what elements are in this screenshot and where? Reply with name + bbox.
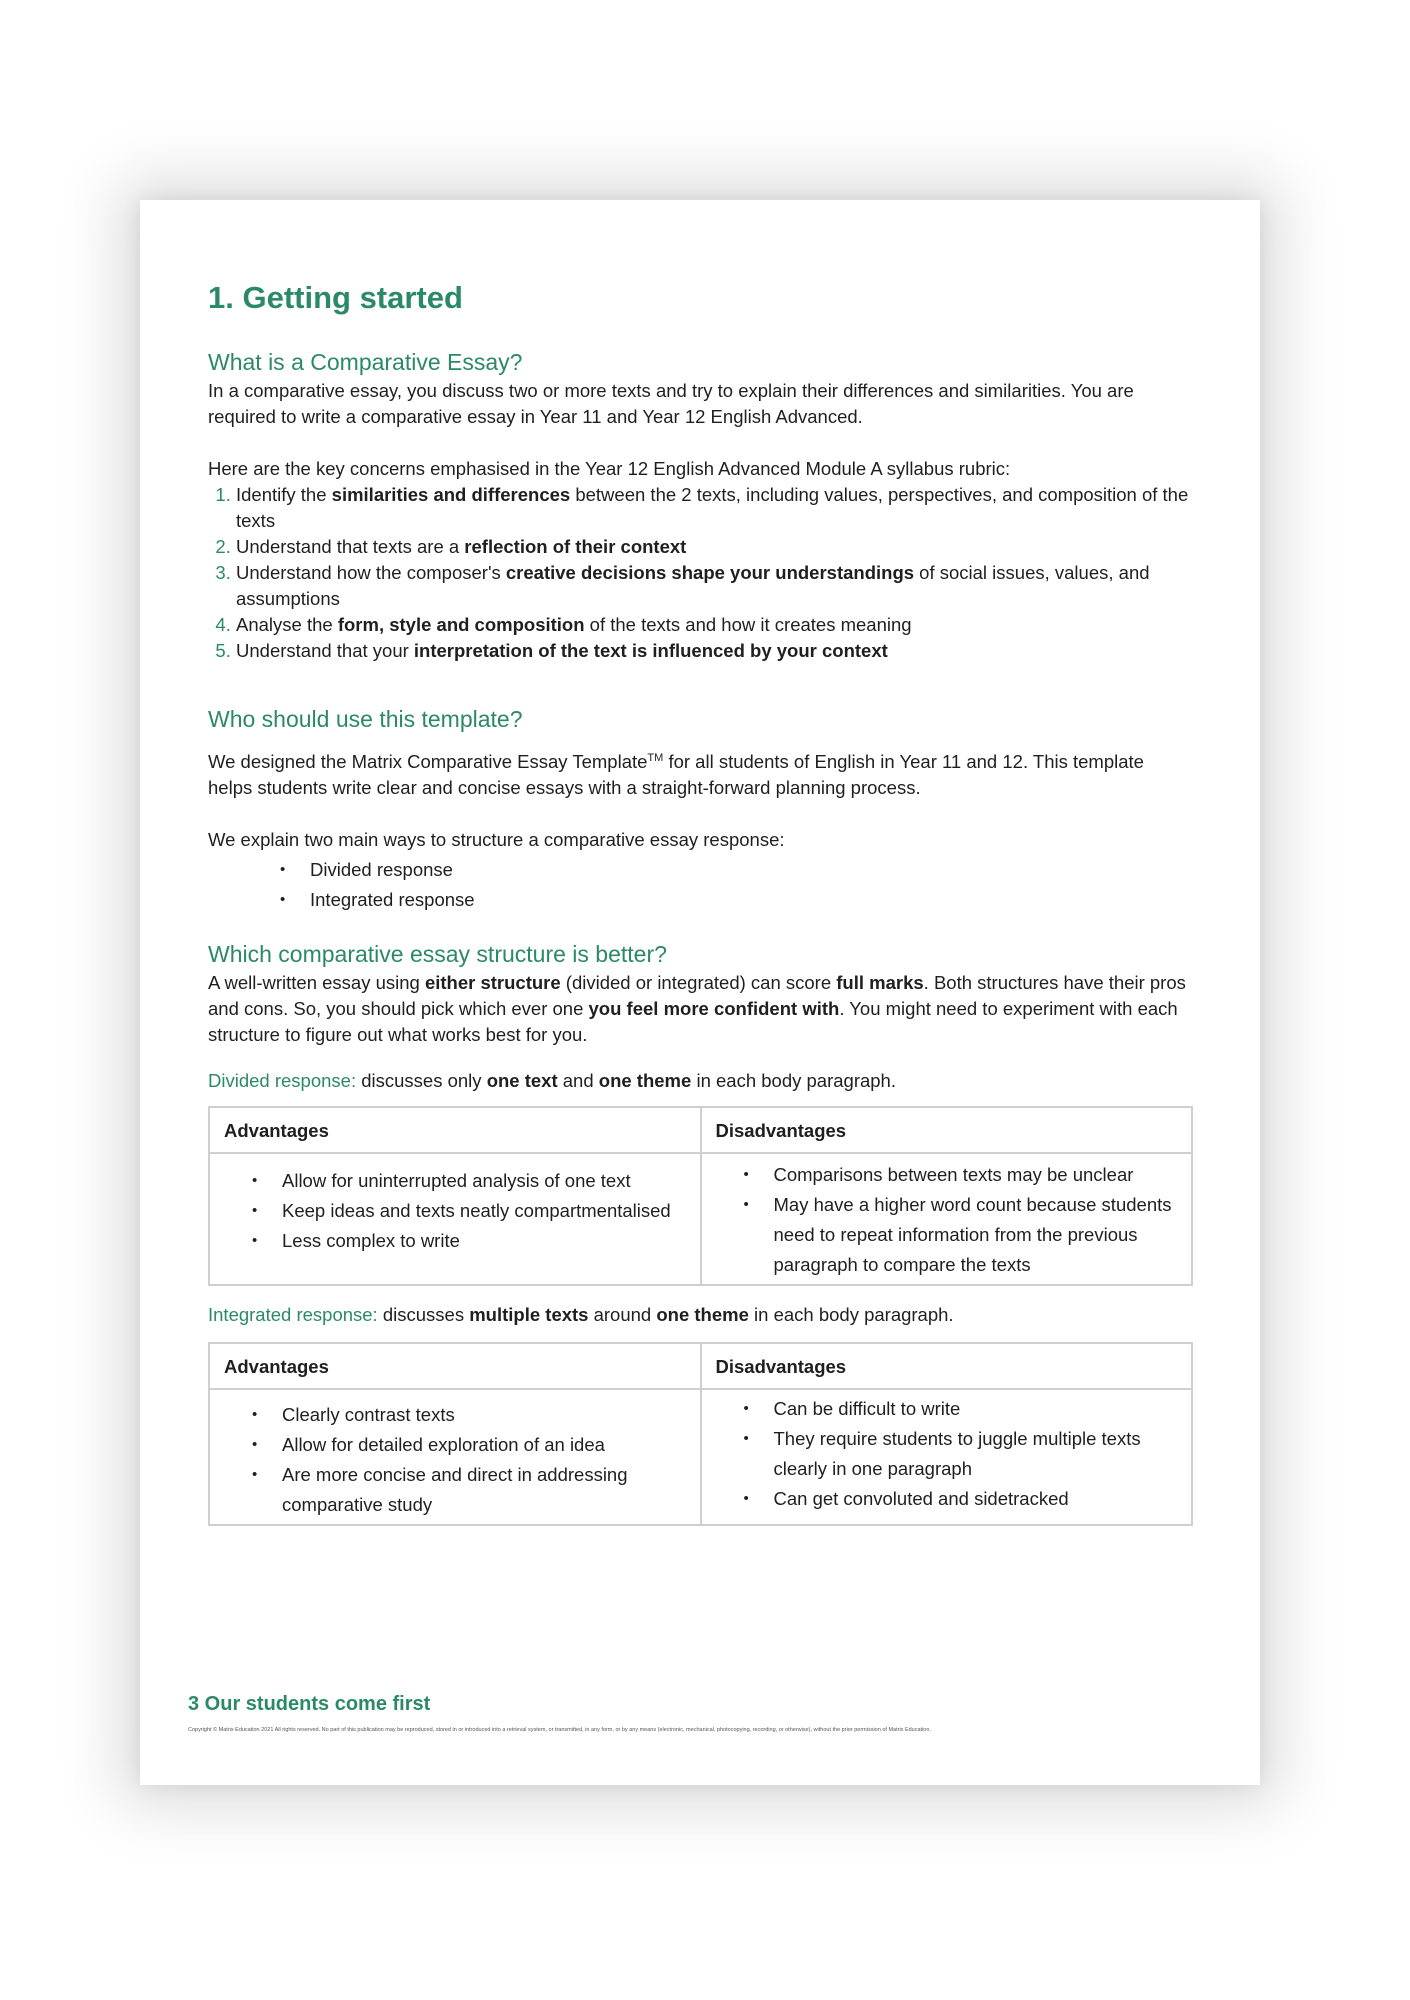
- advantages-list: [252, 1166, 686, 1256]
- integrated-label: Integrated response:: [208, 1304, 378, 1326]
- list-item: • Are more concise and direct in addressing comparative study: [252, 1460, 686, 1520]
- trademark-mark: TM: [647, 752, 664, 764]
- structures-intro: We explain two main ways to structure a comparative essay response:: [208, 829, 785, 851]
- divided-table: [208, 1106, 1193, 1286]
- section-title-what: What is a Comparative Essay?: [208, 349, 523, 375]
- advantages-header: Advantages: [209, 1343, 701, 1389]
- intro-paragraph: In a comparative essay, you discuss two or more texts and try to explain their differences and similarities. You are required to write a comparative essay in Year 11 and Year 12 English Advanced.: [208, 380, 1134, 427]
- template-paragraph: We designed the Matrix Comparative Essay Template™ for all students of English in Year 11 and 12. This template helps students write clear and concise essays with a straight-forward planning process.: [208, 751, 1144, 799]
- concern-item: 1. Identify the similarities and differences between the 2 texts, including values, perspectives, and composition of the texts: [236, 482, 1193, 534]
- integrated-table: [208, 1342, 1193, 1526]
- disadvantages-header: Disadvantages: [701, 1343, 1193, 1389]
- integrated-description: Integrated response: discusses multiple texts around one theme in each body paragraph.: [208, 1304, 954, 1326]
- page-content: [208, 280, 1193, 1526]
- advantages-cell: [209, 1389, 701, 1525]
- divided-label: Divided response:: [208, 1070, 357, 1092]
- advantages-list: [252, 1400, 686, 1520]
- document-page: [140, 200, 1260, 1785]
- list-item: • Keep ideas and texts neatly compartmentalised: [252, 1196, 686, 1226]
- page-heading: 1. Getting started: [208, 280, 463, 315]
- advantages-header: Advantages: [209, 1107, 701, 1153]
- list-item: • Comparisons between texts may be unclear: [744, 1160, 1178, 1190]
- disadvantages-header: Disadvantages: [701, 1107, 1193, 1153]
- list-item: • Allow for detailed exploration of an idea: [252, 1430, 686, 1460]
- list-item: • Can get convoluted and sidetracked: [744, 1484, 1178, 1514]
- concern-item: 2. Understand that texts are a reflection of their context: [236, 534, 1193, 560]
- concern-item: 4. Analyse the form, style and composition of the texts and how it creates meaning: [236, 612, 1193, 638]
- structures-list: [280, 855, 1193, 915]
- structure-item: • Integrated response: [280, 885, 1193, 915]
- disadvantages-list: [744, 1394, 1178, 1514]
- list-item: • Allow for uninterrupted analysis of one text: [252, 1166, 686, 1196]
- concern-item: 3. Understand how the composer's creative decisions shape your understandings of social issues, values, and assumptions: [236, 560, 1193, 612]
- list-item: • Clearly contrast texts: [252, 1400, 686, 1430]
- section-title-who: Who should use this template?: [208, 706, 523, 732]
- footer-title: 3 Our students come first: [188, 1693, 431, 1715]
- disadvantages-cell: [701, 1153, 1193, 1285]
- list-item: • They require students to juggle multiple texts clearly in one paragraph: [744, 1424, 1178, 1484]
- list-item: • Can be difficult to write: [744, 1394, 1178, 1424]
- section-title-which: Which comparative essay structure is better?: [208, 941, 667, 968]
- disadvantages-list: [744, 1160, 1178, 1280]
- disadvantages-cell: [701, 1389, 1193, 1525]
- divided-description: Divided response: discusses only one text and one theme in each body paragraph.: [208, 1070, 896, 1092]
- copyright-notice: Copyright © Matrix Education 2021 All rights reserved. No part of this publication may be reproduced, stored in or introduced into a retrieval system, or transmitted, in any form, or by any means (electronic, mechanical, photocopying, recording, or otherwise), without the prior permission of Matrix Education.: [188, 1727, 931, 1733]
- concerns-intro: Here are the key concerns emphasised in the Year 12 English Advanced Module A syllabus rubric:: [208, 458, 1011, 479]
- list-item: • Less complex to write: [252, 1226, 686, 1256]
- advantages-cell: [209, 1153, 701, 1285]
- list-item: • May have a higher word count because students need to repeat information from the previous paragraph to compare the texts: [744, 1190, 1178, 1280]
- structure-item: • Divided response: [280, 855, 1193, 885]
- concern-item: 5. Understand that your interpretation of the text is influenced by your context: [236, 638, 1193, 664]
- concerns-list: [208, 482, 1193, 664]
- which-paragraph: A well-written essay using either structure (divided or integrated) can score full marks. Both structures have their pros and cons. So, you should pick which ever one you feel more confident with. You might need to experiment with each structure to figure out what works best for you.: [208, 972, 1186, 1046]
